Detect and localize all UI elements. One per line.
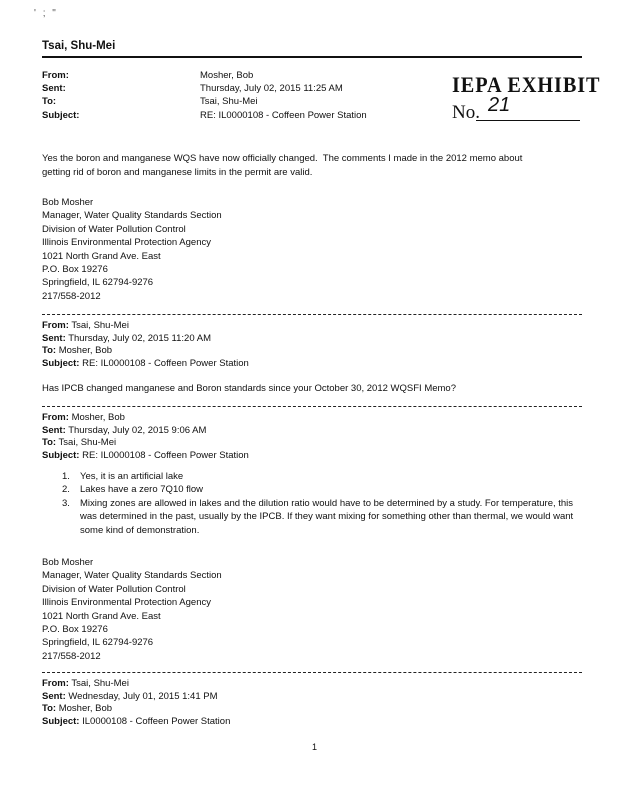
msg3-to-label: To: — [42, 437, 57, 449]
forward-header-2 — [42, 320, 249, 370]
list-item — [62, 470, 582, 483]
signature-name: Bob Mosher — [42, 557, 94, 568]
to-label: To: — [42, 96, 57, 107]
list-item-number: 1. — [62, 471, 70, 482]
message-separator — [42, 672, 582, 673]
list-item-number: 2. — [62, 484, 70, 496]
subject-label: Subject: — [42, 110, 80, 121]
signature-street: 1021 North Grand Ave. East — [42, 250, 161, 262]
msg3-subject: RE: IL0000108 - Coffeen Power Station — [82, 449, 249, 461]
signature-block-1 — [42, 196, 222, 303]
list-item-text: Mixing zones are allowed in lakes and the dilution ratio would have to be determined by a study. For temperature, this was determined in the past, usually by the IPCB. If they want mixing for something other than thermal, we would want some kind of demonstration. — [80, 497, 574, 536]
signature-agency: Illinois Environmental Protection Agency — [42, 237, 211, 249]
from-label: From: — [42, 70, 69, 81]
msg2-body: Has IPCB changed manganese and Boron standards since your October 30, 2012 WQSFI Memo? — [42, 383, 457, 394]
msg2-sent: Thursday, July 02, 2015 11:20 AM — [68, 332, 211, 344]
msg2-to-label: To: — [42, 345, 57, 357]
exhibit-stamp-title: IEPA EXHIBIT — [452, 72, 601, 97]
msg2-subject-label: Subject: — [42, 357, 80, 369]
msg3-to: Tsai, Shu-Mei — [58, 437, 117, 449]
forward-header-3 — [42, 412, 249, 462]
exhibit-stamp-underline — [476, 120, 580, 121]
msg3-from: Mosher, Bob — [71, 412, 125, 423]
msg2-to: Mosher, Bob — [58, 345, 113, 357]
owner-divider — [42, 56, 582, 58]
signature-agency: Illinois Environmental Protection Agency — [42, 597, 211, 609]
exhibit-stamp-no-label: No. — [452, 102, 480, 123]
message-separator — [42, 406, 582, 407]
signature-city: Springfield, IL 62794-9276 — [42, 637, 154, 649]
list-item — [62, 483, 582, 496]
signature-name: Bob Mosher — [42, 197, 94, 208]
exhibit-stamp-number: 21 — [488, 94, 511, 116]
signature-pobox: P.O. Box 19276 — [42, 264, 108, 276]
signature-division: Division of Water Pollution Control — [42, 223, 186, 235]
msg2-subject: RE: IL0000108 - Coffeen Power Station — [82, 357, 249, 369]
page-number: 1 — [312, 742, 318, 752]
msg3-subject-label: Subject: — [42, 449, 80, 461]
msg4-sent: Wednesday, July 01, 2015 1:41 PM — [68, 690, 218, 702]
msg4-to-label: To: — [42, 703, 57, 715]
signature-title: Manager, Water Quality Standards Section — [42, 210, 222, 222]
signature-pobox: P.O. Box 19276 — [42, 624, 108, 636]
from-value: Mosher, Bob — [200, 70, 254, 81]
signature-title: Manager, Water Quality Standards Section — [42, 570, 222, 582]
sent-label: Sent: — [42, 83, 66, 94]
msg3-sent: Thursday, July 02, 2015 9:06 AM — [68, 424, 207, 436]
msg4-sent-label: Sent: — [42, 690, 66, 702]
list-item-text: Yes, it is an artificial lake — [80, 471, 184, 482]
list-item-number: 3. — [62, 497, 70, 509]
signature-block-2 — [42, 556, 222, 663]
list-item — [62, 497, 582, 537]
msg3-from-label: From: — [42, 412, 69, 423]
list-item-text: Lakes have a zero 7Q10 flow — [80, 484, 204, 496]
mailbox-owner: Tsai, Shu-Mei — [42, 40, 116, 52]
signature-phone: 217/558-2012 — [42, 290, 101, 302]
signature-division: Division of Water Pollution Control — [42, 583, 186, 595]
msg4-subject: IL0000108 - Coffeen Power Station — [82, 715, 231, 727]
message-separator — [42, 314, 582, 315]
msg2-sent-label: Sent: — [42, 332, 66, 344]
answer-list — [62, 470, 582, 537]
signature-city: Springfield, IL 62794-9276 — [42, 277, 154, 289]
msg4-to: Mosher, Bob — [58, 703, 113, 715]
msg2-from-label: From: — [42, 320, 69, 331]
msg4-subject-label: Subject: — [42, 715, 80, 727]
body-line-1: Yes the boron and manganese WQS have now officially changed. The comments I made in the 2012 memo about — [42, 153, 523, 164]
signature-phone: 217/558-2012 — [42, 650, 101, 662]
signature-street: 1021 North Grand Ave. East — [42, 610, 161, 622]
msg3-sent-label: Sent: — [42, 424, 66, 436]
msg4-from: Tsai, Shu-Mei — [71, 678, 129, 689]
to-value: Tsai, Shu-Mei — [200, 96, 258, 107]
msg4-from-label: From: — [42, 678, 69, 689]
msg2-from: Tsai, Shu-Mei — [71, 320, 129, 331]
forward-header-4 — [42, 678, 230, 728]
body-line-2: getting rid of boron and manganese limits in the permit are valid. — [42, 167, 313, 178]
scan-mark: ' ; " — [34, 8, 58, 19]
subject-value: RE: IL0000108 - Coffeen Power Station — [200, 110, 367, 121]
sent-value: Thursday, July 02, 2015 11:25 AM — [200, 83, 343, 94]
